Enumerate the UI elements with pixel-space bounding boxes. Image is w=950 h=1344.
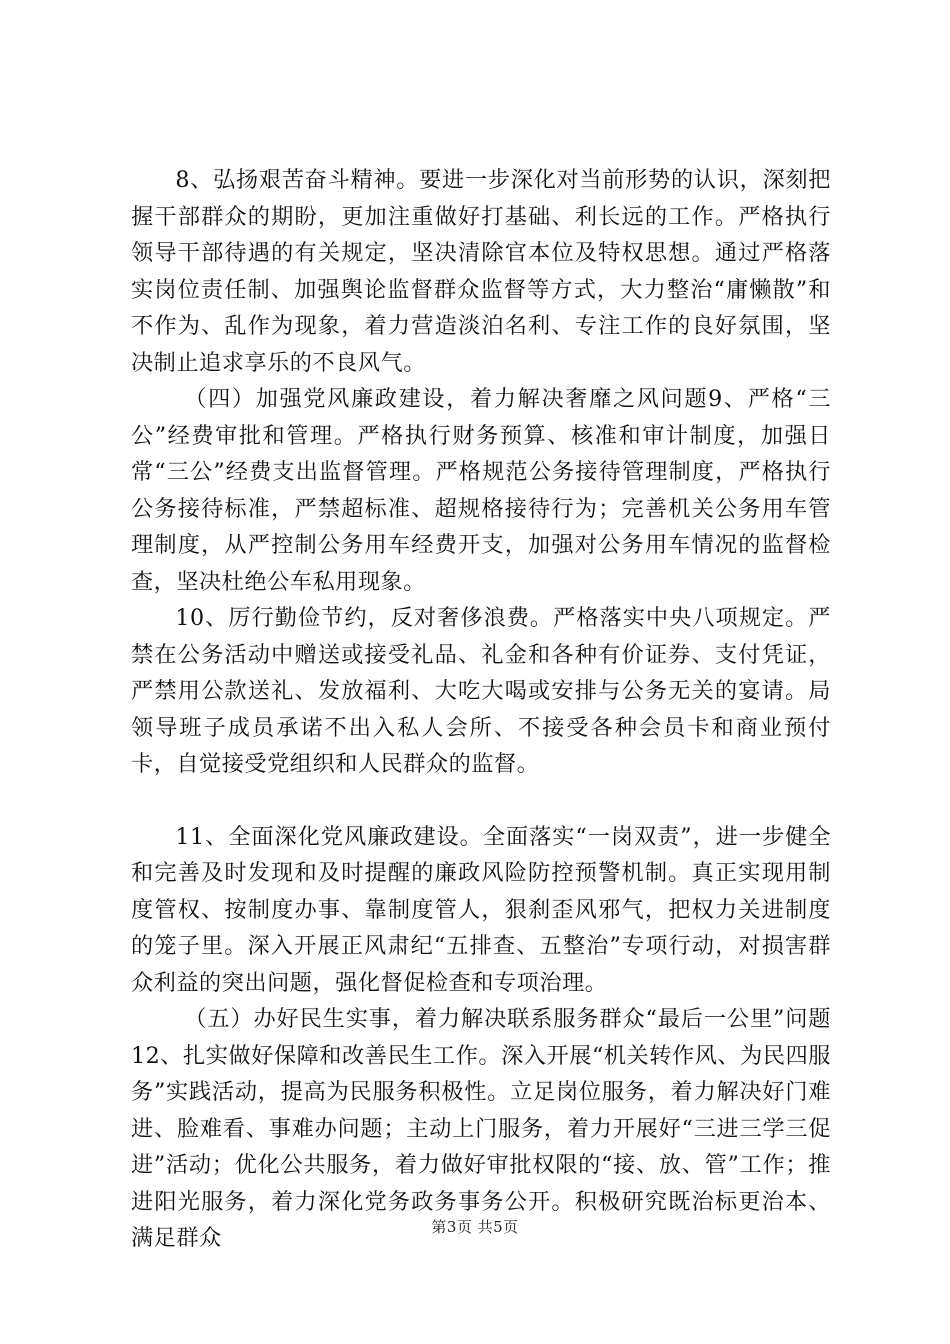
paragraph-item-11: 11、全面深化党风廉政建设。全面落实“一岗双责”，进一步健全和完善及时发现和及时提醒的廉政风险防控预警机制。真正实现用制度管权、按制度办事、靠制度管人，狠刹歪风邪气，把权力关进制度的笼子里。深入开展正风肃纪“五排查、五整治”专项行动，对损害群众利益的突出问题，强化督促检查和专项治理。	[131, 823, 831, 996]
document-body	[131, 162, 831, 1257]
paragraph-section-4: （四）加强党风廉政建设，着力解决奢靡之风问题9、严格“三公”经费审批和管理。严格执行财务预算、核准和审计制度，加强日常“三公”经费支出监督管理。严格规范公务接待管理制度，严格执行公务接待标准，严禁超标准、超规格接待行为；完善机关公务用车管理制度，从严控制公务用车经费开支，加强对公务用车情况的监督检查，坚决杜绝公车私用现象。	[131, 386, 831, 595]
paragraph-item-10: 10、厉行勤俭节约，反对奢侈浪费。严格落实中央八项规定。严禁在公务活动中赠送或接受礼品、礼金和各种有价证券、支付凭证，严禁用公款送礼、发放福利、大吃大喝或安排与公务无关的宴请。局领导班子成员承诺不出入私人会所、不接受各种会员卡和商业预付卡，自觉接受党组织和人民群众的监督。	[131, 605, 831, 777]
page-footer: 第3页 共5页	[431, 1218, 519, 1236]
paragraph-section-5: （五）办好民生实事，着力解决联系服务群众“最后一公里”问题12、扎实做好保障和改善民生工作。深入开展“机关转作风、为民四服务”实践活动，提高为民服务积极性。立足岗位服务，着力解决好门难进、脸难看、事难办问题；主动上门服务，着力开展好“三进三学三促进”活动；优化公共服务，着力做好审批权限的“接、放、管”工作；推进阳光服务，着力深化党务政务事务公开。积极研究既治标更治本、满足群众	[131, 1006, 831, 1251]
paragraph-item-8: 8、弘扬艰苦奋斗精神。要进一步深化对当前形势的认识，深刻把握干部群众的期盼，更加注重做好打基础、利长远的工作。严格执行领导干部待遇的有关规定，坚决清除官本位及特权思想。通过严格落实岗位责任制、加强舆论监督群众监督等方式，大力整治“庸懒散”和不作为、乱作为现象，着力营造淡泊名利、专注工作的良好氛围，坚决制止追求享乐的不良风气。	[131, 167, 831, 376]
